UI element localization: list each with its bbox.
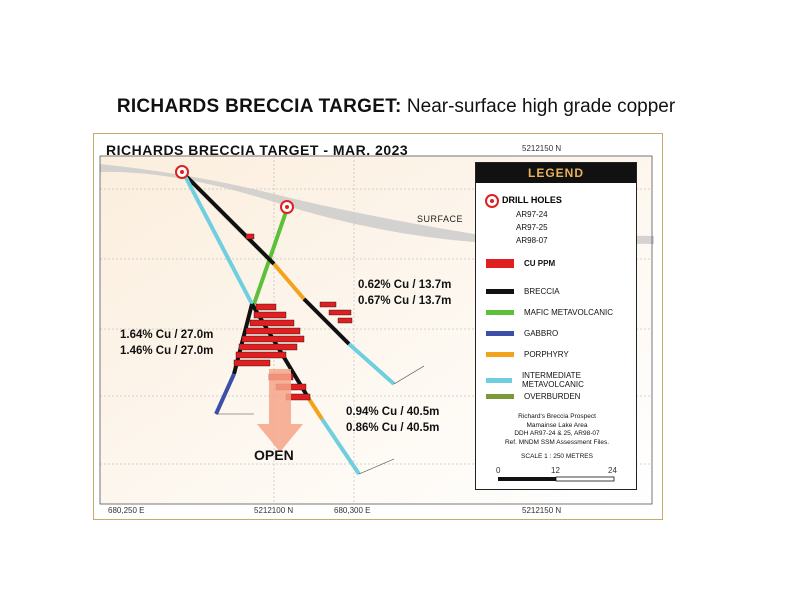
intercept-3-line-1: 0.94% Cu / 40.5m <box>346 406 440 418</box>
legend-title: LEGEND <box>476 163 636 183</box>
surface-label: SURFACE <box>417 214 464 224</box>
legend-scale-text: SCALE 1 : 250 METRES <box>521 453 593 460</box>
intercept-2-line-2: 1.46% Cu / 27.0m <box>120 345 214 357</box>
drill-hole-icon <box>482 191 502 211</box>
legend-hole-3: AR98-07 <box>516 236 548 245</box>
mafic-swatch <box>486 310 514 315</box>
headline-subtitle: Near-surface high grade copper <box>401 96 676 117</box>
legend-item-gabbro <box>486 329 558 338</box>
breccia-swatch <box>486 289 514 294</box>
intercept-2-line-1: 1.64% Cu / 27.0m <box>120 329 214 341</box>
legend-label-breccia: BRECCIA <box>524 287 560 296</box>
legend-box <box>475 162 637 490</box>
intercept-1-line-2: 0.67% Cu / 13.7m <box>358 295 452 307</box>
legend-item-intermediate <box>486 371 636 389</box>
grid-label-bottom-1: 680,250 E <box>108 506 145 515</box>
grid-label-bottom-3: 680,300 E <box>334 506 371 515</box>
legend-hole-1: AR97-24 <box>516 210 548 219</box>
porphyry-swatch <box>486 352 514 357</box>
scale-tick-12: 12 <box>551 466 560 475</box>
page-headline <box>0 96 792 118</box>
legend-label-porphyry: PORPHYRY <box>524 350 569 359</box>
cu-ppm-swatch <box>486 259 514 268</box>
legend-note-1: Richard's Breccia Prospect <box>518 413 596 420</box>
legend-notes <box>476 413 638 447</box>
open-label: OPEN <box>254 447 294 463</box>
legend-label-gabbro: GABBRO <box>524 329 559 338</box>
legend-label-overburden: OVERBURDEN <box>524 392 581 401</box>
headline-bold: RICHARDS BRECCIA TARGET: <box>116 96 402 117</box>
legend-hole-2: AR97-25 <box>516 223 548 232</box>
grid-label-bottom-4: 5212150 N <box>522 506 562 515</box>
grid-label-bottom-2: 5212100 N <box>254 506 294 515</box>
map-title: RICHARDS BRECCIA TARGET - MAR. 2023 <box>106 142 409 158</box>
legend-label-intermediate: INTERMEDIATE METAVOLCANIC <box>521 371 584 389</box>
legend-drill-holes-title: DRILL HOLES <box>502 195 562 205</box>
legend-label-cu-ppm: CU PPM <box>524 259 556 268</box>
intercept-annotation-2 <box>120 327 213 359</box>
gabbro-swatch <box>486 331 514 336</box>
legend-item-mafic <box>486 308 613 317</box>
intermediate-swatch <box>486 378 512 383</box>
legend-label-mafic: MAFIC METAVOLCANIC <box>524 308 614 317</box>
legend-item-breccia <box>486 287 560 296</box>
legend-note-3: DDH AR97-24 & 25, AR98-07 <box>514 430 600 437</box>
legend-item-cu-ppm <box>486 259 555 268</box>
grid-label-top: 5212150 N <box>522 144 562 153</box>
intercept-annotation-3 <box>346 404 439 436</box>
intercept-1-line-1: 0.62% Cu / 13.7m <box>358 279 452 291</box>
scale-tick-24: 24 <box>608 466 617 475</box>
collar-ar98-07 <box>281 201 293 213</box>
legend-item-overburden <box>486 392 580 401</box>
collar-ar97-24 <box>176 166 188 178</box>
map-panel <box>93 133 663 520</box>
overburden-swatch <box>486 394 514 399</box>
intercept-annotation-1 <box>358 277 451 309</box>
scale-tick-0: 0 <box>496 466 501 475</box>
intercept-3-line-2: 0.86% Cu / 40.5m <box>346 422 440 434</box>
legend-note-4: Ref. MNDM SSM Assessment Files. <box>504 438 610 446</box>
legend-item-porphyry <box>486 350 569 359</box>
legend-note-2: Mamainse Lake Area <box>526 421 588 429</box>
